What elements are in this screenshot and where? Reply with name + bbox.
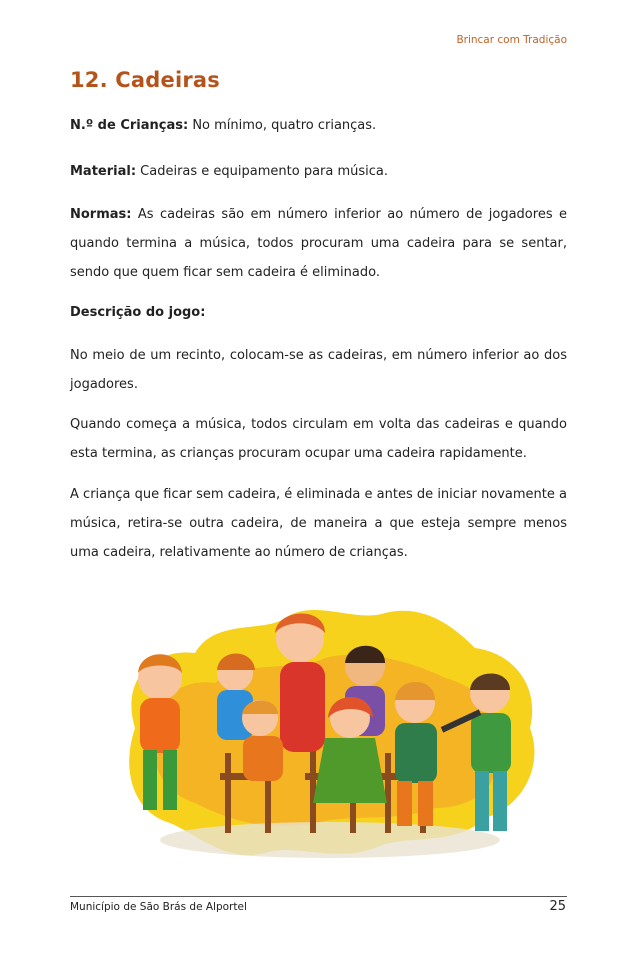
num-children-line [70,111,567,140]
material-label: Material: [70,164,137,179]
page-number: 25 [549,899,566,914]
musical-chairs-illustration [115,578,545,868]
material-value: Cadeiras e equipamento para música. [136,164,389,179]
floor-shadow [160,822,500,858]
rules-value: As cadeiras são em número inferior ao número de jogadores e quando termina a música, todos procuram uma cadeira para se sentar, sendo que quem ficar sem cadeira é eliminado. [70,207,567,280]
rules-paragraph [70,200,567,287]
paragraph-3: A criança que ficar sem cadeira, é eliminada e antes de iniciar novamente a música, retira-se outra cadeira, de maneira a que esteja sempre menos uma cadeira, relativamente ao número de crianças. [70,487,567,560]
adult-red [275,613,325,752]
footer-divider [70,896,567,897]
child-orange-sitting [242,700,283,781]
section-title: 12. Cadeiras [70,68,220,92]
num-children-label: N.º de Crianças: [70,118,189,133]
num-children-value: No mínimo, quatro crianças. [188,118,377,133]
paragraph-2: Quando começa a música, todos circulam em volta das cadeiras e quando esta termina, as crianças procuram ocupar uma cadeira rapidamente. [70,417,567,461]
running-header: Brincar com Tradição [456,34,567,46]
footer-publisher: Município de São Brás de Alportel [70,901,247,913]
material-line [70,157,567,186]
rules-label: Normas: [70,207,132,222]
description-heading: Descrição do jogo: [70,305,206,320]
paragraph-1: No meio de um recinto, colocam-se as cadeiras, em número inferior ao dos jogadores. [70,348,567,392]
